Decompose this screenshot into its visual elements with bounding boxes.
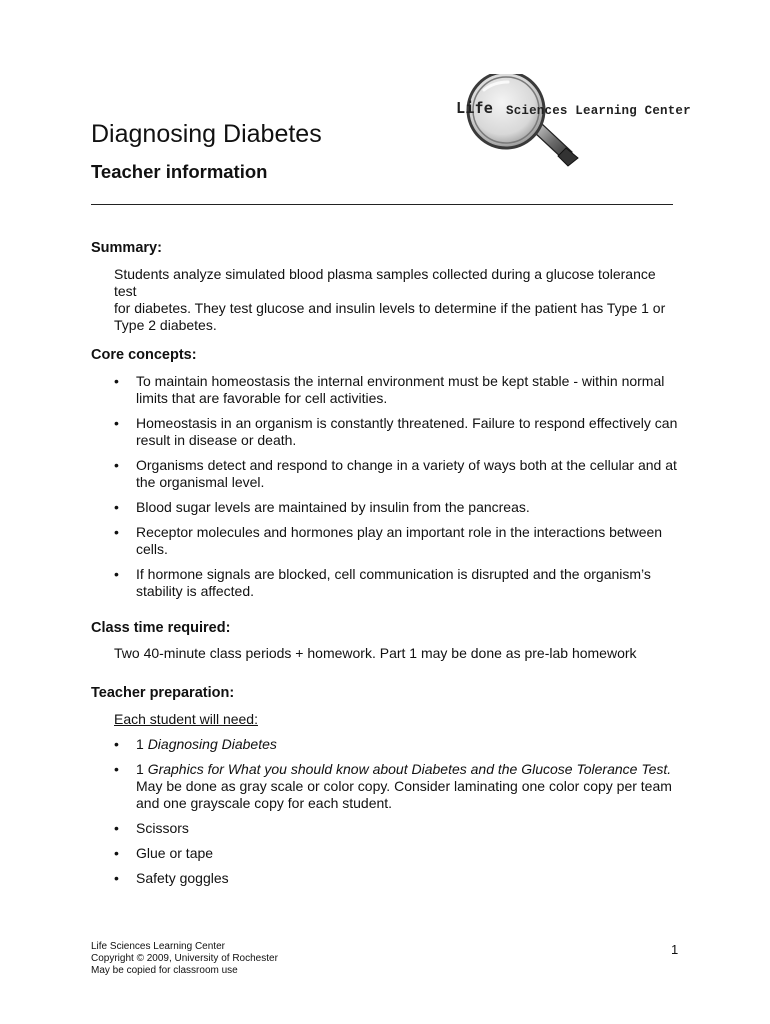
- page-title: Diagnosing Diabetes: [91, 120, 322, 148]
- material-text: Safety goggles: [136, 870, 229, 886]
- core-concepts-heading: Core concepts:: [91, 347, 197, 363]
- summary-line: Type 2 diabetes.: [114, 317, 217, 333]
- bullet-icon: •: [114, 457, 119, 473]
- logo-rest-text: Sciences Learning Center: [506, 104, 691, 118]
- summary-text: [114, 266, 679, 334]
- footer-line: May be copied for classroom use: [91, 965, 238, 976]
- bullet-icon: •: [114, 415, 119, 431]
- concept-text: Receptor molecules and hormones play an important role in the interactions between cells.: [136, 524, 663, 557]
- list-item: [114, 870, 680, 887]
- material-text: Scissors: [136, 820, 189, 836]
- life-sciences-logo: [446, 74, 736, 178]
- concept-text: Homeostasis in an organism is constantly threatened. Failure to respond effectively can result in disease or death.: [136, 415, 678, 448]
- summary-heading: Summary:: [91, 240, 162, 256]
- class-time-text: Two 40-minute class periods + homework. Part 1 may be done as pre-lab homework: [114, 645, 637, 661]
- summary-line: Students analyze simulated blood plasma samples collected during a glucose tolerance test: [114, 266, 656, 299]
- concept-text: Blood sugar levels are maintained by insulin from the pancreas.: [136, 499, 530, 515]
- list-item: [114, 820, 680, 837]
- material-title: Diagnosing Diabetes: [147, 736, 277, 752]
- page-number: 1: [671, 942, 679, 957]
- list-item: [114, 845, 680, 862]
- list-item: [114, 457, 680, 491]
- bullet-icon: •: [114, 566, 119, 582]
- logo-life-text: Life: [456, 99, 493, 117]
- magnifying-glass-icon: [446, 74, 736, 178]
- material-note: May be done as gray scale or color copy. Consider laminating one color copy per team and one grayscale copy for each student.: [136, 778, 672, 811]
- material-text: Glue or tape: [136, 845, 214, 861]
- bullet-icon: •: [114, 761, 119, 777]
- teacher-prep-subheading: Each student will need:: [114, 711, 258, 727]
- class-time-heading: Class time required:: [91, 620, 231, 636]
- concept-text: To maintain homeostasis the internal environment must be kept stable - within normal limits that are favorable for cell activities.: [136, 373, 665, 406]
- bullet-icon: •: [114, 373, 119, 389]
- header-divider: [91, 204, 673, 205]
- footer-line: Copyright © 2009, University of Rochester: [91, 953, 278, 964]
- footer-line: Life Sciences Learning Center: [91, 941, 225, 952]
- concept-text: Organisms detect and respond to change in a variety of ways both at the cellular and at the organismal level.: [136, 457, 677, 490]
- materials-list: [114, 736, 680, 895]
- concept-text: If hormone signals are blocked, cell communication is disrupted and the organism’s stability is affected.: [136, 566, 651, 599]
- logo-wordmark: [456, 99, 697, 118]
- bullet-icon: •: [114, 870, 119, 886]
- material-prefix: 1: [136, 761, 148, 777]
- teacher-prep-heading: Teacher preparation:: [91, 685, 235, 701]
- list-item: [114, 524, 680, 558]
- list-item: [114, 499, 680, 516]
- material-title: Graphics for What you should know about Diabetes and the Glucose Tolerance Test.: [147, 761, 672, 777]
- footer: [91, 941, 278, 977]
- bullet-icon: •: [114, 845, 119, 861]
- list-item: [114, 373, 680, 407]
- list-item: [114, 566, 680, 600]
- core-concepts-list: [114, 373, 680, 608]
- summary-line: for diabetes. They test glucose and insulin levels to determine if the patient has Type 1 or: [114, 300, 666, 316]
- list-item: [114, 415, 680, 449]
- material-prefix: 1: [136, 736, 148, 752]
- list-item: [114, 736, 680, 753]
- page-subtitle: Teacher information: [91, 161, 268, 182]
- list-item: [114, 761, 680, 812]
- bullet-icon: •: [114, 524, 119, 540]
- bullet-icon: •: [114, 820, 119, 836]
- bullet-icon: •: [114, 499, 119, 515]
- bullet-icon: •: [114, 736, 119, 752]
